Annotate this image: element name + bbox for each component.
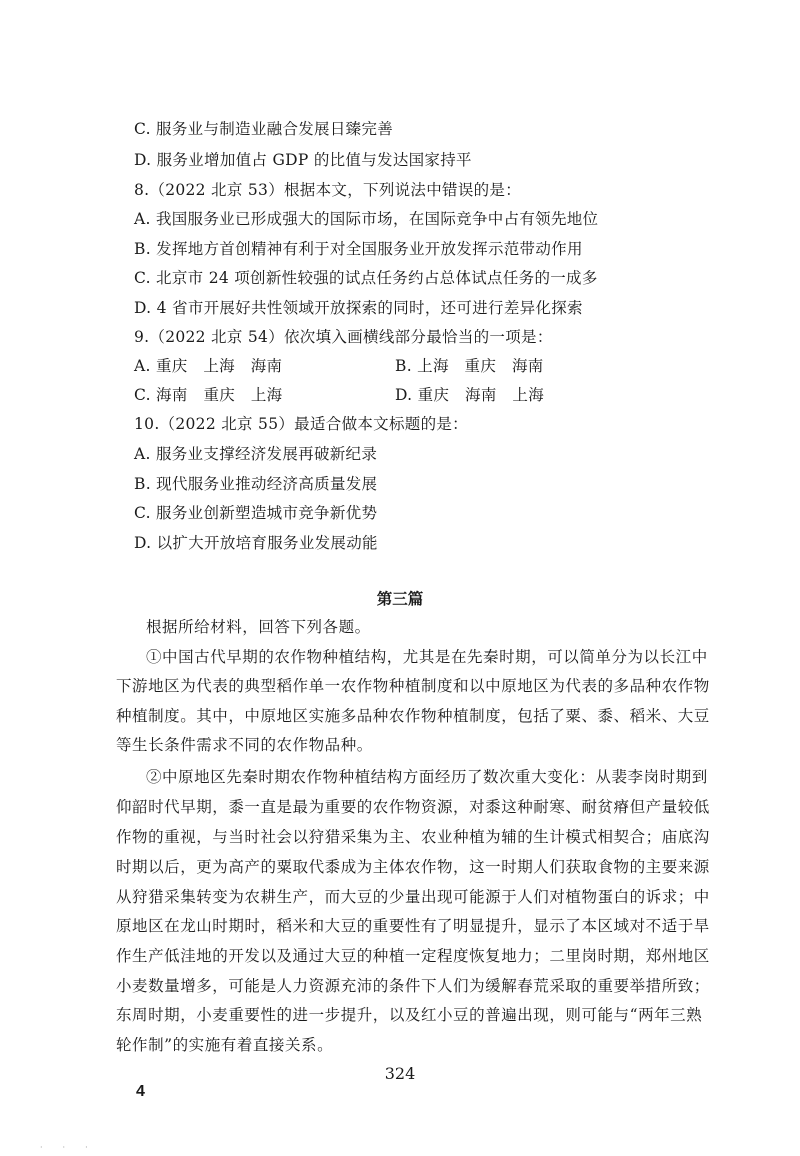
q7-option-d[interactable]: D. 服务业增加值占 GDP 的比值与发达国家持平 xyxy=(134,151,472,169)
para2-line: ②中原地区先秦时期农作物种植结构方面经历了数次重大变化：从裴李岗时期到 xyxy=(146,768,708,786)
q9-option-d[interactable]: D. 重庆 海南 上海 xyxy=(395,386,545,404)
q10-option-a[interactable]: A. 服务业支撑经济发展再破新纪录 xyxy=(134,445,378,463)
q9-option-c[interactable]: C. 海南 重庆 上海 xyxy=(134,386,283,404)
q10-option-d[interactable]: D. 以扩大开放培育服务业发展动能 xyxy=(134,534,378,552)
q8-option-b[interactable]: B. 发挥地方首创精神有利于对全国服务业开放发挥示范带动作用 xyxy=(134,240,583,258)
q10-option-c[interactable]: C. 服务业创新塑造城市竞争新优势 xyxy=(134,504,378,522)
para2-line: 仰韶时代早期，黍一直是最为重要的农作物资源，对黍这种耐寒、耐贫瘠但产量较低 xyxy=(116,798,710,816)
para1-line: 种植制度。其中，中原地区实施多品种农作物种植制度，包括了粟、黍、稻米、大豆 xyxy=(116,707,710,725)
section-instruction: 根据所给材料，回答下列各题。 xyxy=(146,618,371,636)
para2-line: 小麦数量增多，可能是人力资源充沛的条件下人们为缓解春荒采取的重要举措所致； xyxy=(116,977,710,995)
para2-line: 轮作制”的实施有着直接关系。 xyxy=(116,1036,334,1054)
para2-line: 从狩猎采集转变为农耕生产，而大豆的少量出现可能源于人们对植物蛋白的诉求；中 xyxy=(116,888,710,906)
para2-line: 时期以后，更为高产的粟取代黍成为主体农作物，这一时期人们获取食物的主要来源 xyxy=(116,858,710,876)
q9-stem: 9.（2022 北京 54）依次填入画横线部分最恰当的一项是： xyxy=(134,328,553,346)
q10-stem: 10.（2022 北京 55）最适合做本文标题的是： xyxy=(134,415,468,433)
para2-line: 原地区在龙山时期时，稻米和大豆的重要性有了明显提升，显示了本区域对不适于旱 xyxy=(116,917,710,935)
scan-specks: · · · xyxy=(40,1143,94,1152)
q8-stem: 8.（2022 北京 53）根据本文，下列说法中错误的是： xyxy=(134,181,522,199)
q8-option-c[interactable]: C. 北京市 24 项创新性较强的试点任务约占总体试点任务的一成多 xyxy=(134,269,598,287)
q10-option-b[interactable]: B. 现代服务业推动经济高质量发展 xyxy=(134,475,378,493)
para1-line: ①中国古代早期的农作物种植结构，尤其是在先秦时期，可以简单分为以长江中 xyxy=(146,648,708,666)
para1-line: 等生长条件需求不同的农作物品种。 xyxy=(116,736,373,754)
q8-option-a[interactable]: A. 我国服务业已形成强大的国际市场，在国际竞争中占有领先地位 xyxy=(134,210,599,228)
q9-option-b[interactable]: B. 上海 重庆 海南 xyxy=(395,357,544,375)
page-number: 324 xyxy=(384,1064,416,1083)
q8-option-d[interactable]: D. 4 省市开展好共性领域开放探索的同时，还可进行差异化探索 xyxy=(134,299,583,317)
para1-line: 下游地区为代表的典型稻作单一农作物种植制度和以中原地区为代表的多品种农作物 xyxy=(116,677,710,695)
section-title: 第三篇 xyxy=(376,589,424,608)
para2-line: 作物的重视，与当时社会以狩猎采集为主、农业种植为辅的生计模式相契合；庙底沟 xyxy=(116,828,710,846)
para2-line: 东周时期，小麦重要性的进一步提升，以及红小豆的普遍出现，则可能与“两年三熟 xyxy=(116,1006,703,1024)
para2-line: 作生产低洼地的开发以及通过大豆的种植一定程度恢复地力；二里岗时期，郑州地区 xyxy=(116,947,710,965)
q9-option-a[interactable]: A. 重庆 上海 海南 xyxy=(134,357,283,375)
corner-page-number: 4 xyxy=(136,1083,145,1100)
q7-option-c[interactable]: C. 服务业与制造业融合发展日臻完善 xyxy=(134,120,394,138)
